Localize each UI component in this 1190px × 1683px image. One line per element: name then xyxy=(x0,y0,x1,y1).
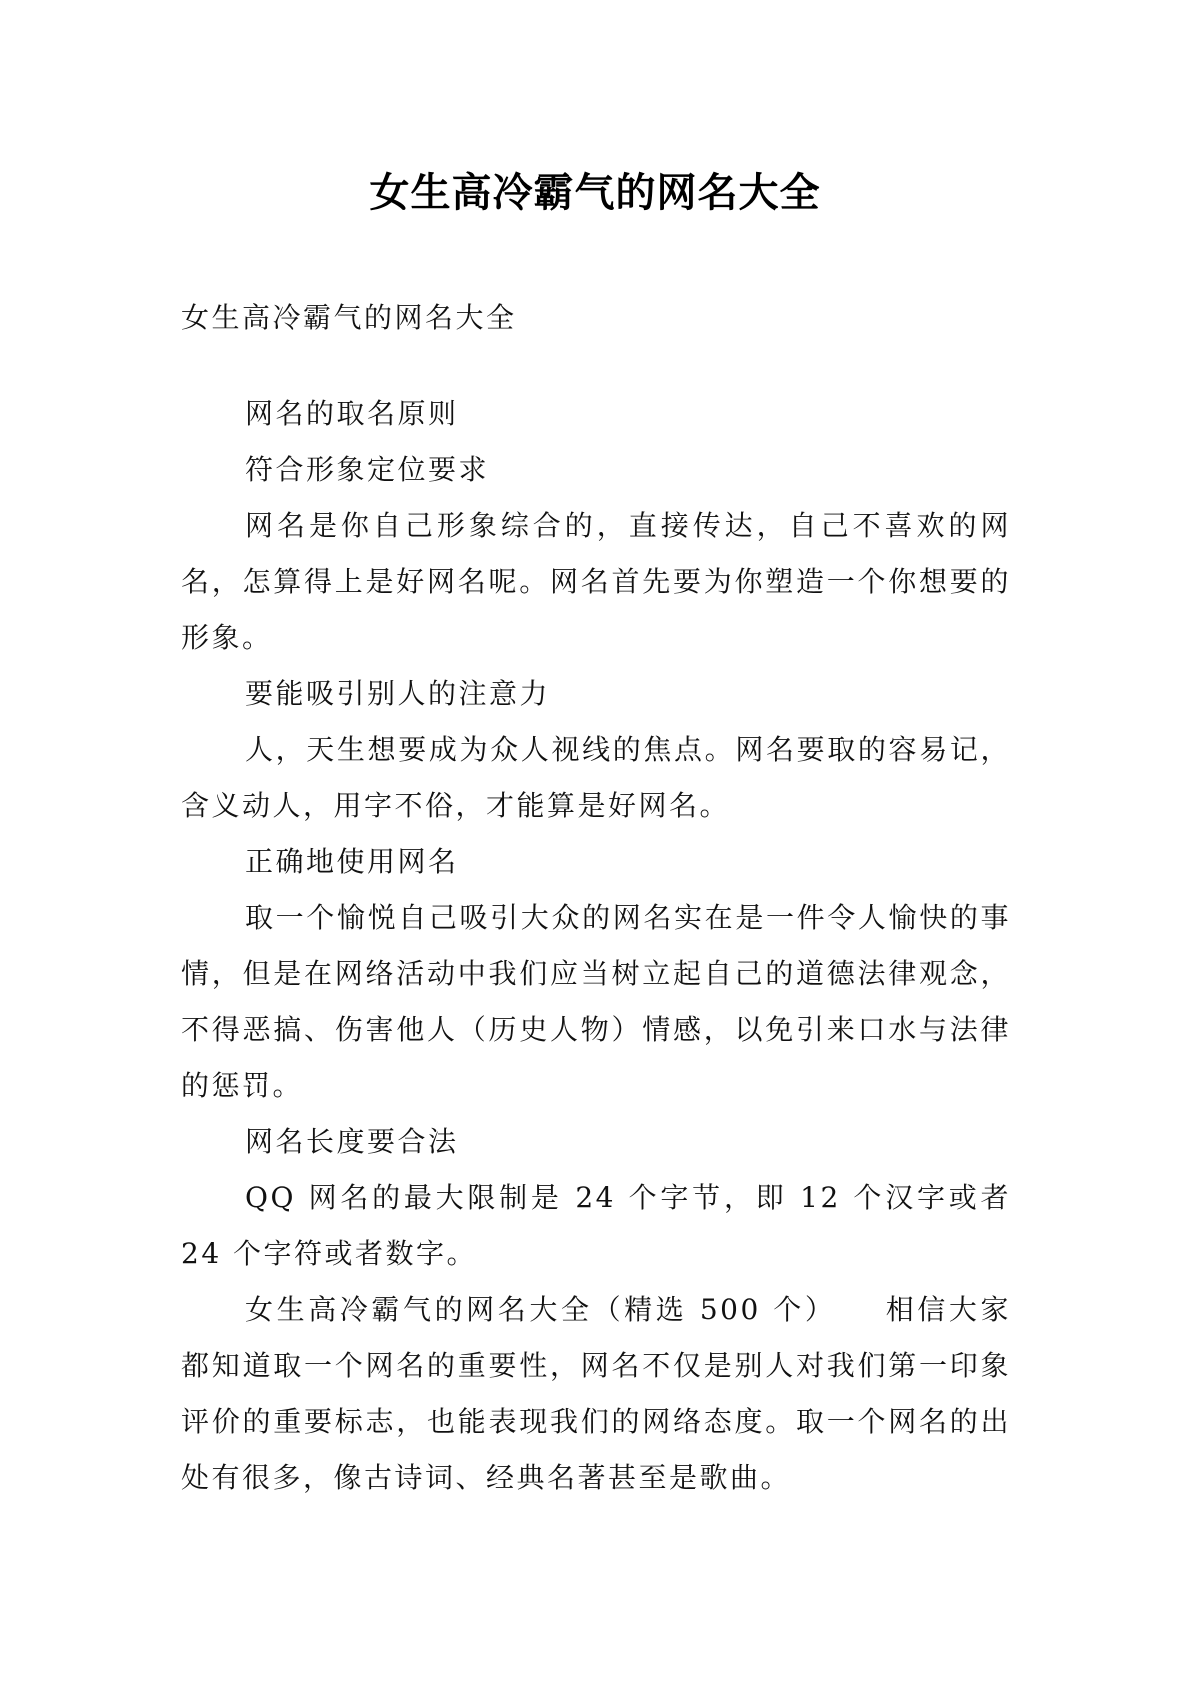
paragraph-name-length: QQ 网名的最大限制是 24 个字节，即 12 个汉字或者 24 个字符或者数字。 xyxy=(181,1181,1011,1270)
document-body xyxy=(181,290,1011,1506)
paragraph-attract-attention: 人，天生想要成为众人视线的焦点。网名要取的容易记，含义动人，用字不俗，才能算是好网名。 xyxy=(181,733,1011,822)
heading-correct-usage: 正确地使用网名 xyxy=(245,845,459,878)
heading-image-positioning: 符合形象定位要求 xyxy=(245,453,490,486)
paragraph-intro-500: 女生高冷霸气的网名大全（精选 500 个） 相信大家都知道取一个网名的重要性，网名不仅是别人对我们第一印象评价的重要标志，也能表现我们的网络态度。取一个网名的出处有很多，像古诗词、经典名著甚至是歌曲。 xyxy=(181,1293,1011,1494)
paragraph-correct-usage: 取一个愉悦自己吸引大众的网名实在是一件令人愉快的事情，但是在网络活动中我们应当树立起自己的道德法律观念，不得恶搞、伤害他人（历史人物）情感，以免引来口水与法律的惩罚。 xyxy=(181,901,1011,1102)
paragraph-image-positioning: 网名是你自己形象综合的，直接传达，自己不喜欢的网名，怎算得上是好网名呢。网名首先要为你塑造一个你想要的形象。 xyxy=(181,509,1011,654)
heading-naming-principles: 网名的取名原则 xyxy=(245,397,459,430)
heading-name-length: 网名长度要合法 xyxy=(245,1125,459,1158)
heading-attract-attention: 要能吸引别人的注意力 xyxy=(245,677,551,710)
document-subtitle: 女生高冷霸气的网名大全 xyxy=(181,301,517,334)
document-title: 女生高冷霸气的网名大全 xyxy=(369,170,821,216)
